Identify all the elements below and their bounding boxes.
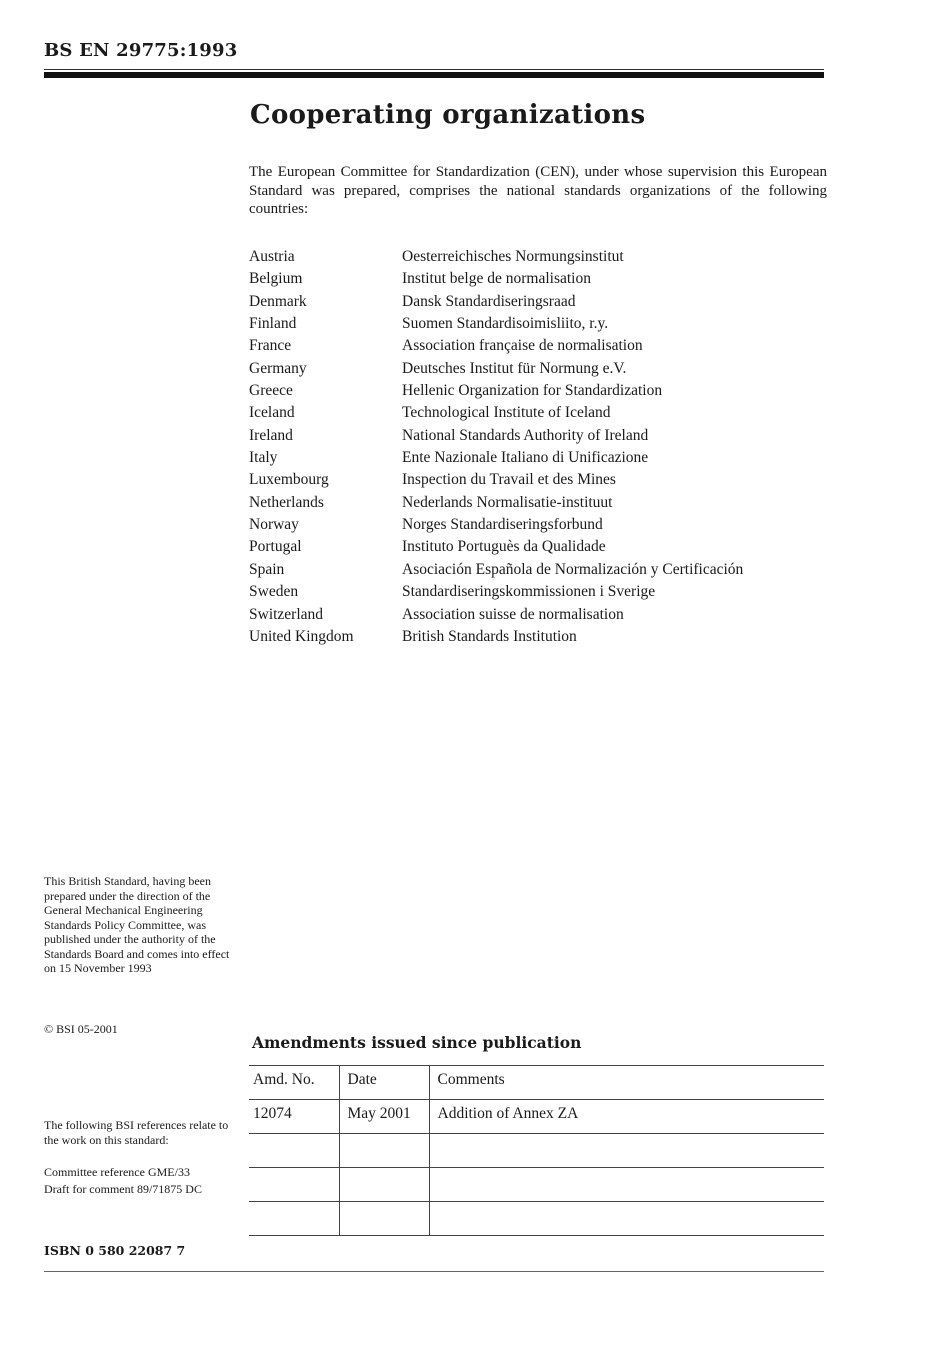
org-name: Suomen Standardisoimisliito, r.y. <box>402 315 609 333</box>
org-name: Standardiseringskommissionen i Sverige <box>402 583 656 601</box>
org-name: Oesterreichisches Normungsinstitut <box>402 248 624 265</box>
org-country: United Kingdom <box>249 627 354 645</box>
date-cell <box>339 1168 429 1202</box>
org-country: Switzerland <box>249 605 324 623</box>
date-cell <box>339 1202 429 1236</box>
standard-id: BS EN 29775:1993 <box>44 40 238 61</box>
intro-paragraph: The European Committee for Standardization (CEN), under whose supervision this European Standard was prepared, comprises the national standards organizations of the following countries: <box>249 164 827 217</box>
org-row <box>249 335 824 357</box>
org-name: Technological Institute of Iceland <box>402 404 611 422</box>
amd-no-cell <box>249 1202 339 1236</box>
header-rule-thin <box>44 69 824 70</box>
org-country: France <box>249 337 292 355</box>
org-name: British Standards Institution <box>402 627 577 645</box>
column-header-amd-no: Amd. No. <box>249 1066 339 1100</box>
org-name: Hellenic Organization for Standardization <box>402 382 663 400</box>
org-country: Greece <box>249 382 293 400</box>
amd-no-cell <box>249 1134 339 1168</box>
committee-reference: Committee reference GME/33 <box>44 1165 190 1179</box>
org-name: Ente Nazionale Italiano di Unificazione <box>402 449 649 467</box>
org-country: Iceland <box>249 404 295 422</box>
org-name: Institut belge de normalisation <box>402 270 591 288</box>
org-row <box>249 492 824 514</box>
org-name: Association suisse de normalisation <box>402 605 624 623</box>
org-name: Nederlands Normalisatie-instituut <box>402 493 613 511</box>
org-name: Asociación Española de Normalización y Certificación <box>402 560 744 578</box>
comments-cell <box>429 1202 824 1236</box>
org-row <box>249 514 824 536</box>
org-row <box>249 581 824 603</box>
org-country: Spain <box>249 560 285 578</box>
org-country: Italy <box>249 449 278 467</box>
amd-no-cell: 12074 <box>249 1100 339 1134</box>
isbn: ISBN 0 580 22087 7 <box>44 1243 186 1258</box>
org-row <box>249 604 824 626</box>
org-row <box>249 536 824 558</box>
org-name: Inspection du Travail et des Mines <box>402 471 616 489</box>
org-row <box>249 559 824 581</box>
amendments-title: Amendments issued since publication <box>252 1033 582 1052</box>
org-row <box>249 469 824 491</box>
copyright-notice: © BSI 05-2001 <box>44 1022 118 1036</box>
page-title: Cooperating organizations <box>250 100 646 130</box>
bsi-references-intro: The following BSI references relate to the work on this standard: <box>44 1118 229 1147</box>
org-row <box>249 425 824 447</box>
org-row <box>249 380 824 402</box>
org-row <box>249 291 824 313</box>
comments-cell <box>429 1168 824 1202</box>
org-row <box>249 626 824 648</box>
org-country: Norway <box>249 516 299 534</box>
org-country: Luxembourg <box>249 471 329 489</box>
org-country: Belgium <box>249 270 303 288</box>
org-row <box>249 268 824 290</box>
org-country: Finland <box>249 315 297 333</box>
org-country: Sweden <box>249 583 299 601</box>
org-name: Association française de normalisation <box>402 337 643 355</box>
date-cell <box>339 1134 429 1168</box>
footer-rule <box>44 1271 824 1272</box>
org-row <box>249 358 824 380</box>
org-country: Portugal <box>249 538 302 556</box>
org-name: Norges Standardiseringsforbund <box>402 516 603 534</box>
org-country: Ireland <box>249 426 293 444</box>
table-row <box>249 1202 824 1236</box>
comments-cell: Addition of Annex ZA <box>429 1100 824 1134</box>
column-header-date: Date <box>339 1066 429 1100</box>
org-country: Austria <box>249 248 295 265</box>
draft-reference: Draft for comment 89/71875 DC <box>44 1182 202 1196</box>
org-name: Dansk Standardiseringsraad <box>402 292 576 310</box>
org-country: Germany <box>249 359 307 377</box>
amd-no-cell <box>249 1168 339 1202</box>
org-name: Deutsches Institut für Normung e.V. <box>402 359 627 377</box>
org-name: National Standards Authority of Ireland <box>402 426 649 444</box>
publication-note: This British Standard, having been prepared under the direction of the General Mechanical Engineering Standards Policy Committee, was published under the authority of the Standards Board and comes into effect on 15 November 1993 <box>44 874 230 975</box>
org-row <box>249 313 824 335</box>
column-header-comments: Comments <box>429 1066 824 1100</box>
organization-list <box>249 246 824 648</box>
amendments-table <box>249 1065 824 1236</box>
org-row <box>249 402 824 424</box>
org-row <box>249 447 824 469</box>
org-name: Instituto Portuguès da Qualidade <box>402 538 606 556</box>
table-header-row <box>249 1066 824 1100</box>
date-cell: May 2001 <box>339 1100 429 1134</box>
table-row <box>249 1134 824 1168</box>
org-country: Denmark <box>249 292 307 310</box>
table-row <box>249 1100 824 1134</box>
header-rule-thick <box>44 72 824 78</box>
table-row <box>249 1168 824 1202</box>
org-country: Netherlands <box>249 493 324 511</box>
org-row <box>249 246 824 268</box>
comments-cell <box>429 1134 824 1168</box>
